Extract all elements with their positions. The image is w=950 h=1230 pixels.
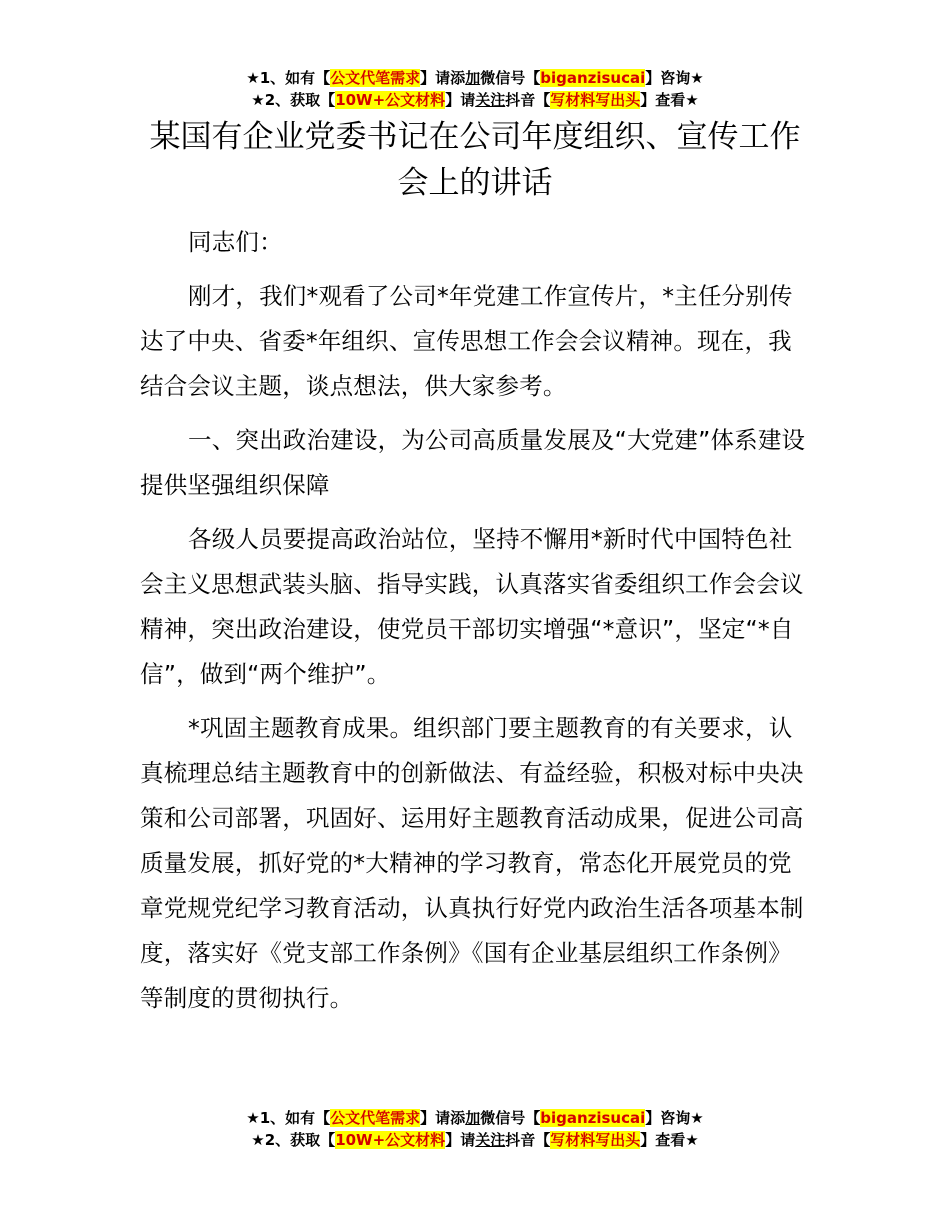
- banner-text: 】请: [445, 91, 476, 109]
- banner-text: 微信号【: [480, 1109, 541, 1127]
- banner-text: 】请添: [420, 69, 466, 87]
- banner-underlined-text: 关注: [475, 1131, 506, 1149]
- section-heading: 一、突出政治建设，为公司高质量发展及“大党建”体系建设提供坚强组织保障: [140, 426, 806, 499]
- document-title: 某国有企业党委书记在公司年度组织、宣传工作会上的讲话: [149, 119, 801, 201]
- banner-underlined-text: 关注: [475, 91, 506, 109]
- banner-text: ★1、如有【: [246, 69, 331, 87]
- banner-text: 】查看★: [640, 91, 699, 109]
- banner-highlight: biganzisucai: [540, 69, 646, 87]
- paragraph: 刚才，我们*观看了公司*年党建工作宣传片，*主任分别传达了中央、省委*年组织、宣传思想工作会会议精神。现在，我结合会议主题，谈点想法，供大家参考。: [140, 282, 793, 400]
- banner-text: ★2、获取【: [251, 1131, 336, 1149]
- footer-banner: [0, 1107, 950, 1151]
- banner-text: 】请: [445, 1131, 476, 1149]
- header-banner: [0, 67, 950, 111]
- banner-highlight: 10W+公文材料: [335, 1131, 446, 1149]
- banner-text: 抖音【: [505, 91, 551, 109]
- banner-line-2: [0, 1129, 950, 1151]
- banner-text: 】请添: [420, 1109, 466, 1127]
- banner-line-2: [0, 89, 950, 111]
- banner-highlight: biganzisucai: [540, 1109, 646, 1127]
- banner-text: 】查看★: [640, 1131, 699, 1149]
- banner-text: 】咨询★: [645, 69, 704, 87]
- paragraph: *巩固主题教育成果。组织部门要主题教育的有关要求，认真梳理总结主题教育中的创新做法、有益经验，积极对标中央决策和公司部署，巩固好、运用好主题教育活动成果，促进公司高质量发展，抓好党的*大精神的学习教育，常态化开展党员的党章党规党纪学习教育活动，认真执行好党内政治生活各项基本制度，落实好《党支部工作条例》《国有企业基层组织工作条例》等制度的贯彻执行。: [140, 714, 804, 1012]
- banner-highlight: 公文代笔需求: [330, 69, 421, 87]
- banner-underlined-text: 加: [465, 1109, 481, 1127]
- banner-highlight: 写材料写出头: [550, 91, 641, 109]
- banner-line-1: [0, 67, 950, 89]
- banner-highlight: 写材料写出头: [550, 1131, 641, 1149]
- banner-highlight: 公文代笔需求: [330, 1109, 421, 1127]
- banner-line-1: [0, 1107, 950, 1129]
- banner-text: 】咨询★: [645, 1109, 704, 1127]
- salutation: 同志们：: [188, 228, 283, 256]
- banner-underlined-text: 加: [465, 69, 481, 87]
- banner-text: ★1、如有【: [246, 1109, 331, 1127]
- banner-text: 抖音【: [505, 1131, 551, 1149]
- banner-highlight: 10W+公文材料: [335, 91, 446, 109]
- paragraph: 各级人员要提高政治站位，坚持不懈用*新时代中国特色社会主义思想武装头脑、指导实践，认真落实省委组织工作会会议精神，突出政治建设，使党员干部切实增强“*意识”，坚定“*自信”，做到“两个维护”。: [140, 525, 804, 688]
- document-body: [140, 220, 815, 1030]
- banner-text: 微信号【: [480, 69, 541, 87]
- banner-text: ★2、获取【: [251, 91, 336, 109]
